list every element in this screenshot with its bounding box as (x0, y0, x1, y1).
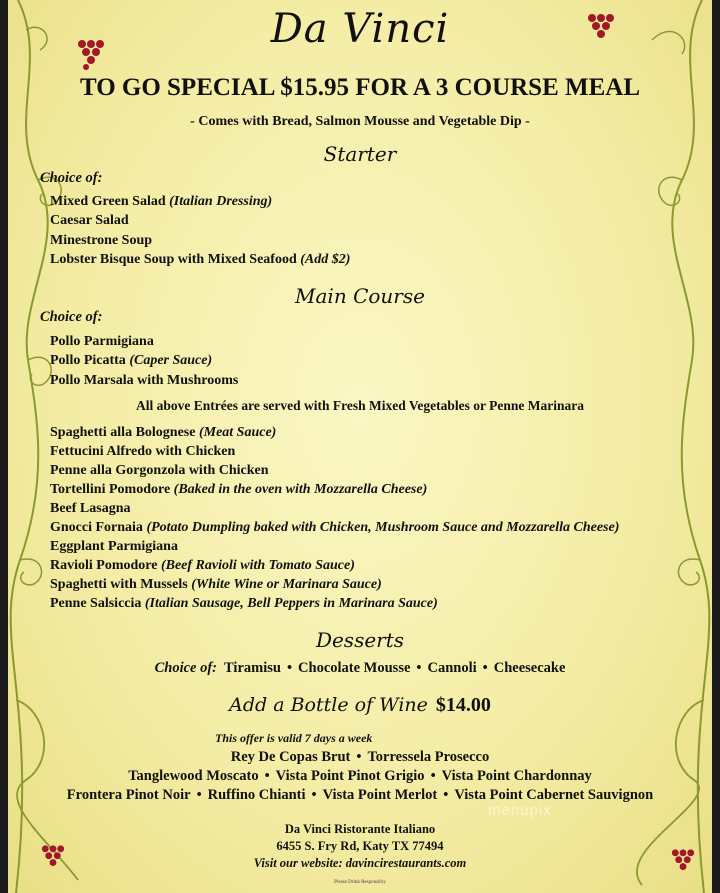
main-item: Penne alla Gorgonzola with Chicken (50, 463, 269, 478)
main-item: Fettucini Alfredo with Chicken (50, 444, 236, 459)
main-item: Spaghetti with Mussels (White Wine or Marinara Sauce) (50, 577, 382, 592)
restaurant-title: Da Vinci (270, 6, 450, 52)
main-item: Eggplant Parmigiana (50, 539, 178, 554)
offer-validity-note: This offer is valid 7 days a week (215, 731, 373, 745)
main-item: Beef Lasagna (50, 501, 131, 516)
starter-choice-label: Choice of: (40, 170, 103, 186)
wine-list-line: Rey De Copas Brut • Torressela Prosecco (230, 749, 490, 765)
main-item: Penne Salsiccia (Italian Sausage, Bell Peppers in Marinara Sauce) (50, 596, 438, 611)
wine-list-line: Tanglewood Moscato • Vista Point Pinot Grigio • Vista Point Chardonnay (128, 768, 592, 784)
main-course-choice-label: Choice of: (40, 309, 103, 325)
starter-item: Minestrone Soup (50, 233, 153, 248)
desserts-heading: Desserts (315, 628, 405, 652)
restaurant-name-footer: Da Vinci Ristorante Italiano (284, 822, 436, 836)
main-item: Pollo Marsala with Mushrooms (50, 373, 239, 388)
fine-print: Please Drink Responsibly (334, 880, 386, 885)
starter-heading: Starter (323, 142, 397, 166)
starter-item: Lobster Bisque Soup with Mixed Seafood (Add $2) (50, 252, 351, 267)
main-item: Pollo Picatta (Caper Sauce) (50, 353, 213, 368)
main-item: Tortellini Pomodore (Baked in the oven with Mozzarella Cheese) (50, 482, 428, 497)
main-item: Gnocci Fornaia (Potato Dumpling baked with Chicken, Mushroom Sauce and Mozzarella Cheese) (50, 520, 620, 535)
main-course-heading: Main Course (295, 284, 425, 308)
starter-item: Mixed Green Salad (Italian Dressing) (50, 194, 273, 209)
main-item: Spaghetti alla Bolognese (Meat Sauce) (50, 425, 277, 440)
entree-served-note: All above Entrées are served with Fresh Mixed Vegetables or Penne Marinara (135, 398, 585, 413)
main-item: Pollo Parmigiana (50, 334, 154, 349)
main-item: Ravioli Pomodore (Beef Ravioli with Tomato Sauce) (50, 558, 355, 573)
starter-item: Caesar Salad (50, 213, 129, 228)
menu-page (8, 0, 712, 893)
special-headline: TO GO SPECIAL $15.95 FOR A 3 COURSE MEAL (79, 74, 641, 101)
website-note: Visit our website: davincirestaurants.com (253, 856, 467, 870)
dessert-choices: Choice of: Tiramisu • Chocolate Mousse • Cannoli • Cheesecake (154, 660, 566, 676)
wine-list-line: Frontera Pinot Noir • Ruffino Chianti • Vista Point Merlot • Vista Point Cabernet Sauvignon (66, 787, 654, 803)
wine-offer-heading: Add a Bottle of Wine $14.00 (229, 694, 491, 716)
watermark: menupix (488, 802, 552, 819)
included-items-note: - Comes with Bread, Salmon Mousse and Vegetable Dip - (190, 114, 530, 129)
restaurant-address: 6455 S. Fry Rd, Katy TX 77494 (276, 839, 444, 853)
